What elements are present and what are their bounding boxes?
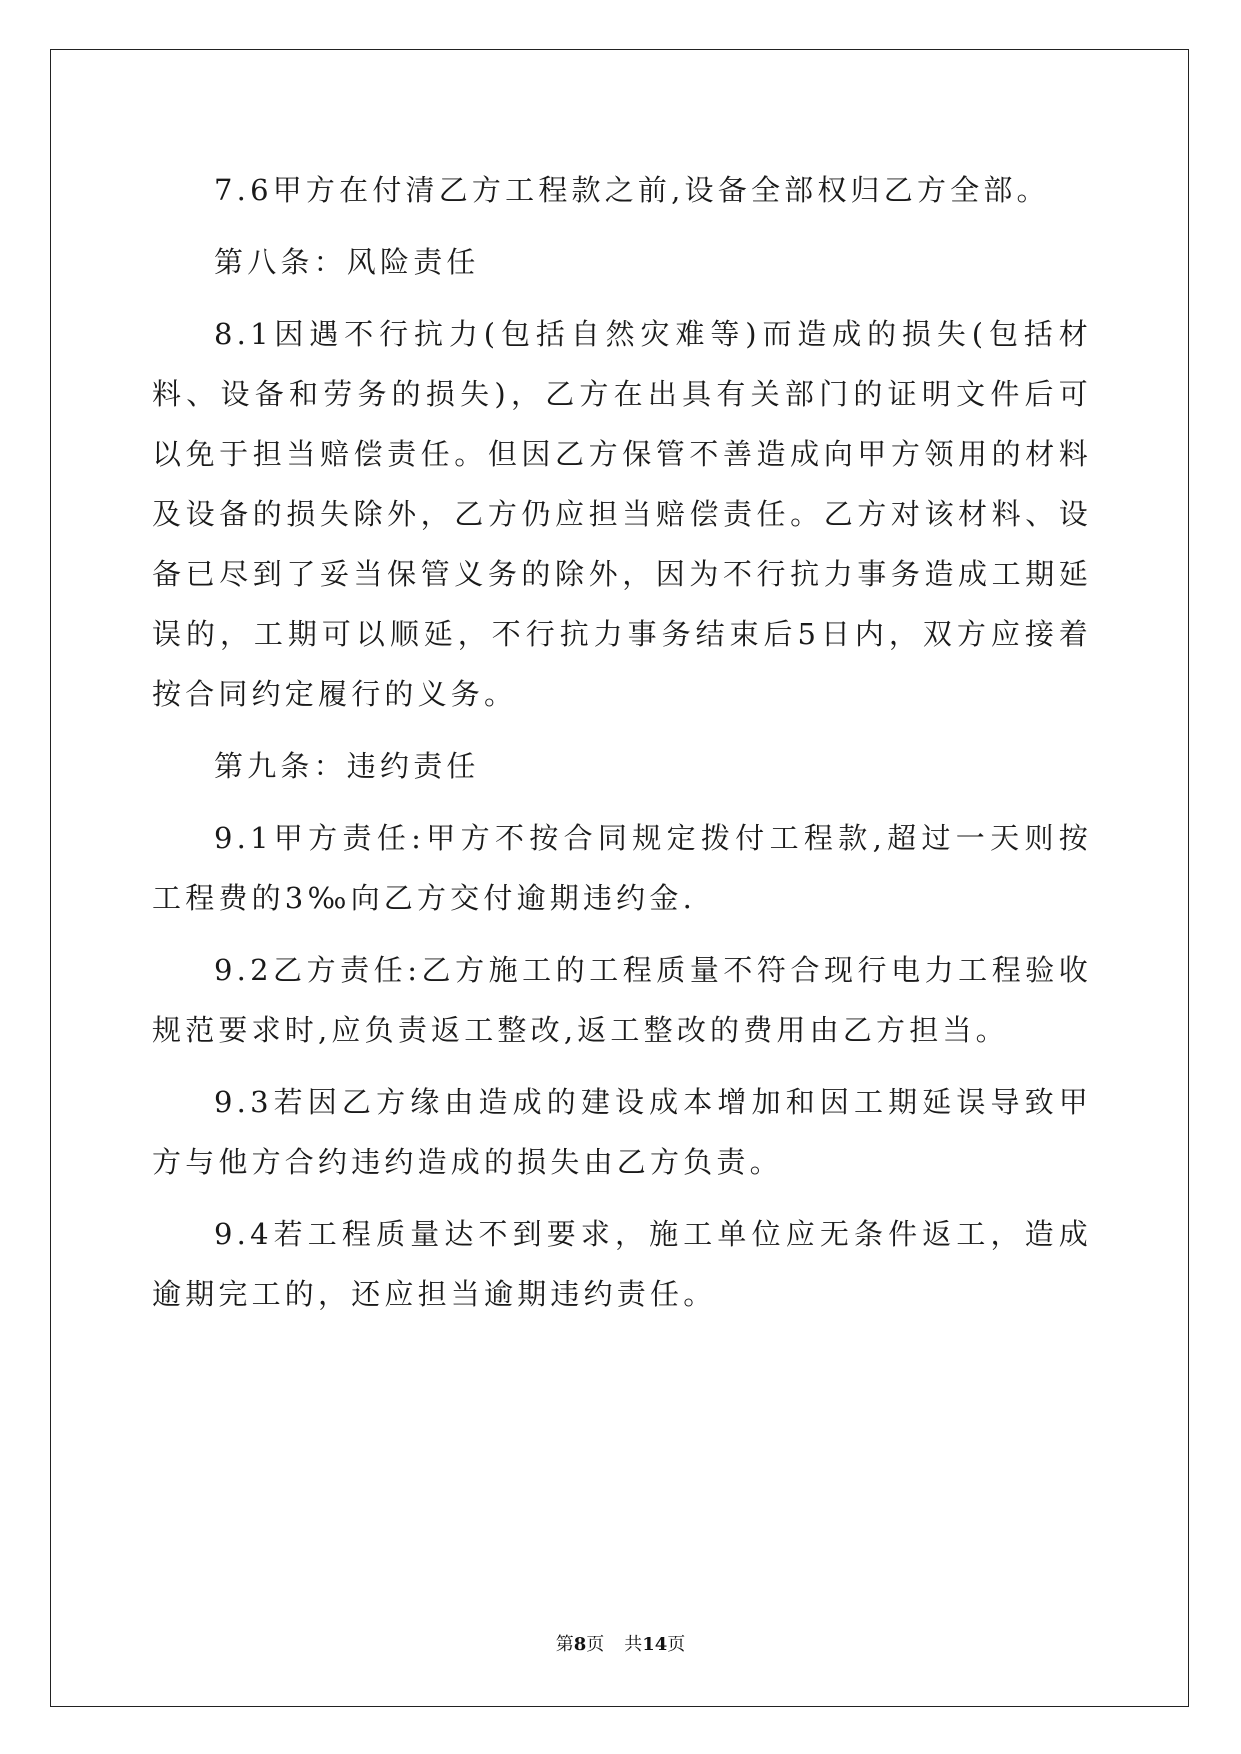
paragraph-8-1: 8.1因遇不行抗力(包括自然灾难等)而造成的损失(包括材料、设备和劳务的损失)，乙方在出具有关部门的证明文件后可以免于担当赔偿责任。但因乙方保管不善造成向甲方领用的材料及设备的损失除外，乙方仍应担当赔偿责任。乙方对该材料、设备已尽到了妥当保管义务的除外，因为不行抗力事务造成工期延误的，工期可以顺延，不行抗力事务结束后5日内，双方应接着按合同约定履行的义务。	[152, 317, 1092, 711]
paragraph-9-4: 9.4若工程质量达不到要求，施工单位应无条件返工，造成逾期完工的，还应担当逾期违约责任。	[152, 1217, 1092, 1311]
paragraph-9-2: 9.2乙方责任:乙方施工的工程质量不符合现行电力工程验收规范要求时,应负责返工整改,返工整改的费用由乙方担当。	[152, 953, 1092, 1047]
total-prefix: 共	[624, 1634, 643, 1655]
article-8-heading: 第八条：风险责任	[214, 245, 480, 279]
total-pages: 14	[642, 1634, 668, 1655]
document-body	[152, 160, 1092, 1336]
paragraph-9-3: 9.3若因乙方缘由造成的建设成本增加和因工期延误导致甲方与他方合约违约造成的损失由乙方负责。	[152, 1085, 1092, 1179]
page-suffix: 页	[586, 1634, 605, 1655]
paragraph-9-1: 9.1甲方责任:甲方不按合同规定拨付工程款,超过一天则按工程费的3‰向乙方交付逾期违约金.	[152, 821, 1092, 915]
paragraph-7-6: 7.6甲方在付清乙方工程款之前,设备全部权归乙方全部。	[214, 173, 1050, 207]
article-9-heading: 第九条：违约责任	[214, 749, 480, 783]
page-number: 8	[573, 1634, 587, 1655]
total-suffix: 页	[667, 1634, 686, 1655]
page-prefix: 第	[555, 1634, 574, 1655]
page-footer	[0, 1633, 1241, 1657]
